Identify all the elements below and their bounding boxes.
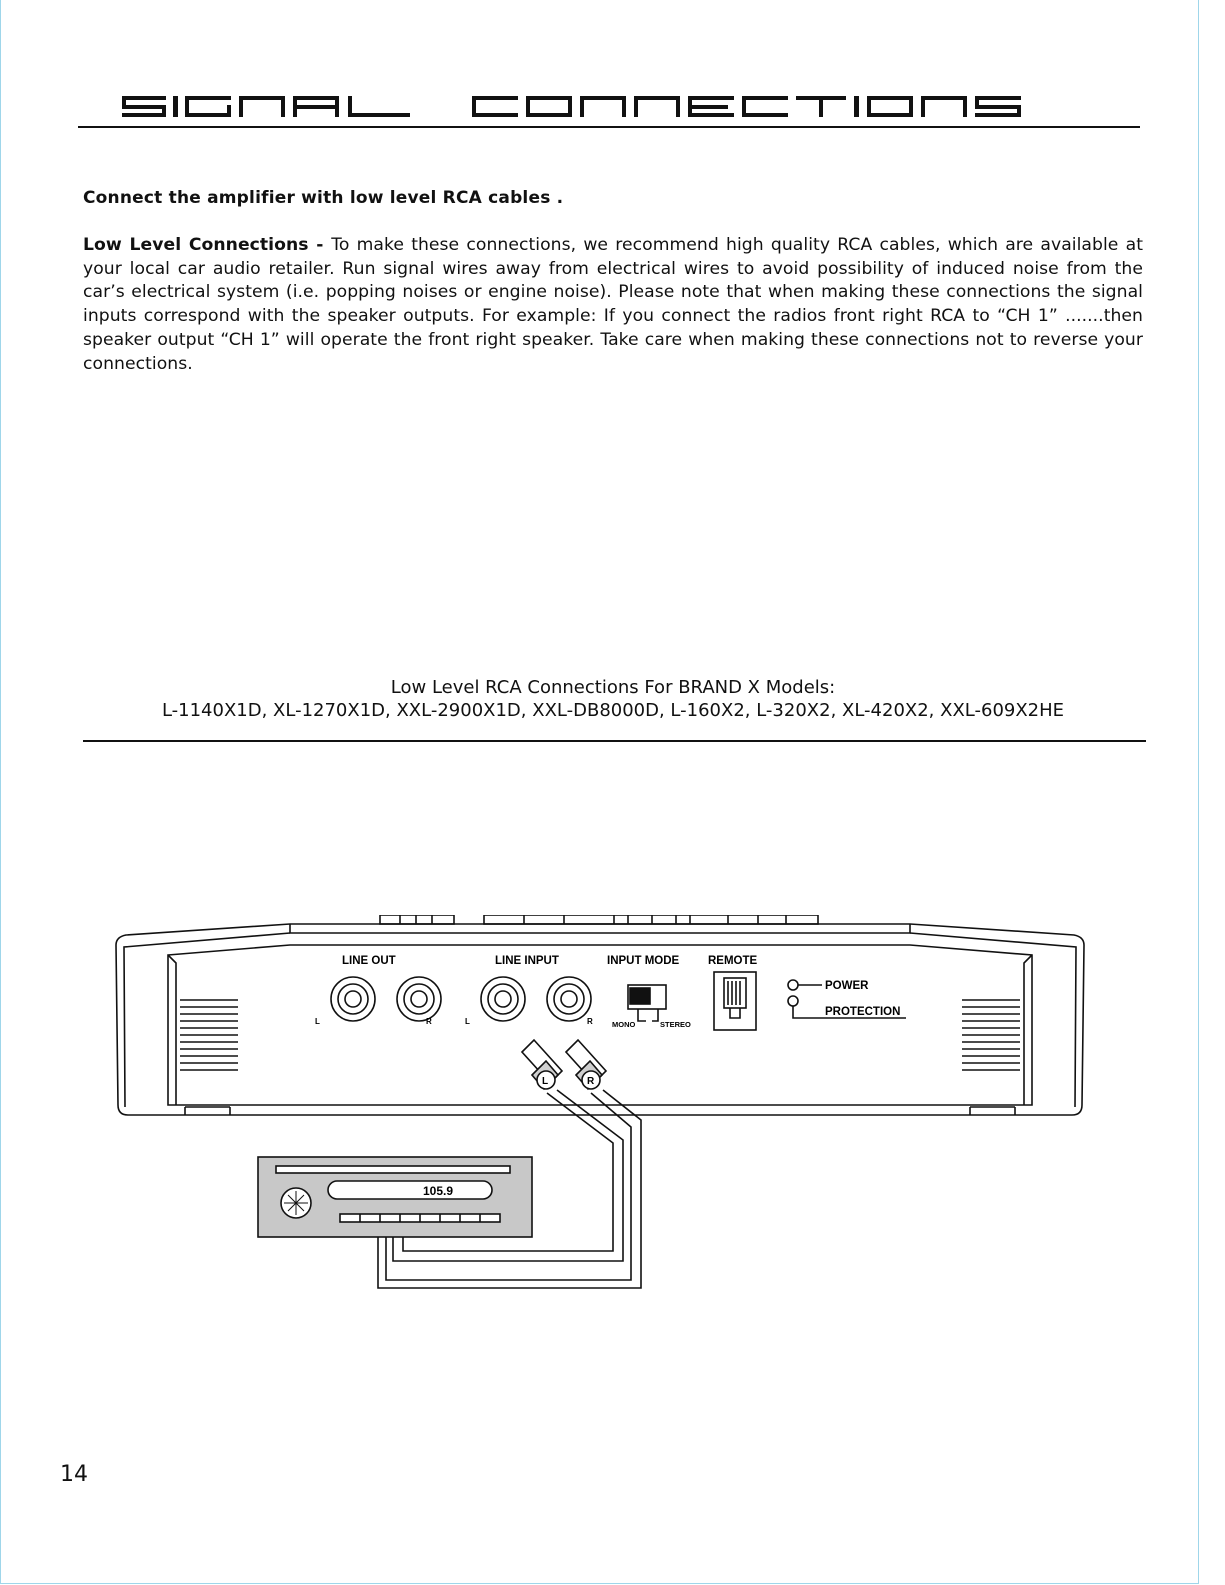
plug-left-label: L — [542, 1076, 549, 1087]
body-text: To make these connections, we recommend high quality RCA cables, which are available at your local car audio retailer. Run signal wires away from electrical wires to avoid possibility of induced noise from the car’s electrical system (i.e. popping noises or engine noise). Please note that when making these connections the signal inputs correspond with the speaker outputs. For example: If you connect the radios front right RCA to “CH 1” .......then speaker output “CH 1” will operate the front right speaker. Take care when making these connections not to reverse your connections. — [83, 235, 1143, 374]
line-input-right-jack — [547, 977, 591, 1021]
amp-vent-left — [180, 1000, 238, 1070]
power-led — [788, 980, 798, 990]
page-title-lettering — [78, 88, 1140, 128]
line-input-left-jack — [481, 977, 525, 1021]
line-input-right-label: R — [587, 1017, 593, 1026]
page-number: 14 — [60, 1462, 88, 1487]
line-input-label: LINE INPUT — [495, 955, 559, 967]
body-lead: Low Level Connections - — [83, 235, 332, 255]
amp-vent-right — [962, 1000, 1020, 1070]
plug-right-label: R — [587, 1076, 595, 1087]
radio-frequency: 105.9 — [423, 1184, 454, 1198]
caption-rule — [83, 740, 1146, 742]
caption-line-1: Low Level RCA Connections For BRAND X Models: — [390, 677, 836, 698]
diagram-caption — [83, 676, 1143, 722]
rca-plug-right — [566, 1040, 606, 1089]
mono-label: MONO — [612, 1020, 636, 1029]
line-out-left-label: L — [315, 1017, 320, 1026]
line-out-left-jack — [331, 977, 375, 1021]
stereo-label: STEREO — [660, 1020, 691, 1029]
power-label: POWER — [825, 980, 869, 992]
protection-label: PROTECTION — [825, 1006, 901, 1018]
amp-top-bar-left — [380, 915, 454, 924]
input-mode-label: INPUT MODE — [607, 955, 680, 967]
remote-label: REMOTE — [708, 955, 758, 967]
page-title — [78, 88, 1140, 128]
line-out-right-label: R — [426, 1017, 432, 1026]
amp-top-bar-right — [484, 915, 818, 924]
caption-line-2: L-1140X1D, XL-1270X1D, XXL-2900X1D, XXL-DB8000D, L-160X2, L-320X2, XL-420X2, XXL-609X2HE — [161, 700, 1065, 721]
radio-head-unit — [258, 1157, 532, 1237]
rca-connection-diagram — [110, 915, 1100, 1315]
intro-text: Connect the amplifier with low level RCA cables . — [83, 188, 564, 208]
remote-jack — [714, 972, 756, 1030]
line-out-label: LINE OUT — [342, 955, 396, 967]
amp-outer-body — [116, 924, 1084, 1115]
protection-led — [788, 996, 798, 1006]
line-out-right-jack — [397, 977, 441, 1021]
radio-display — [328, 1181, 492, 1199]
body-paragraph — [83, 234, 1143, 376]
title-rule — [78, 126, 1140, 128]
line-input-left-label: L — [465, 1017, 470, 1026]
